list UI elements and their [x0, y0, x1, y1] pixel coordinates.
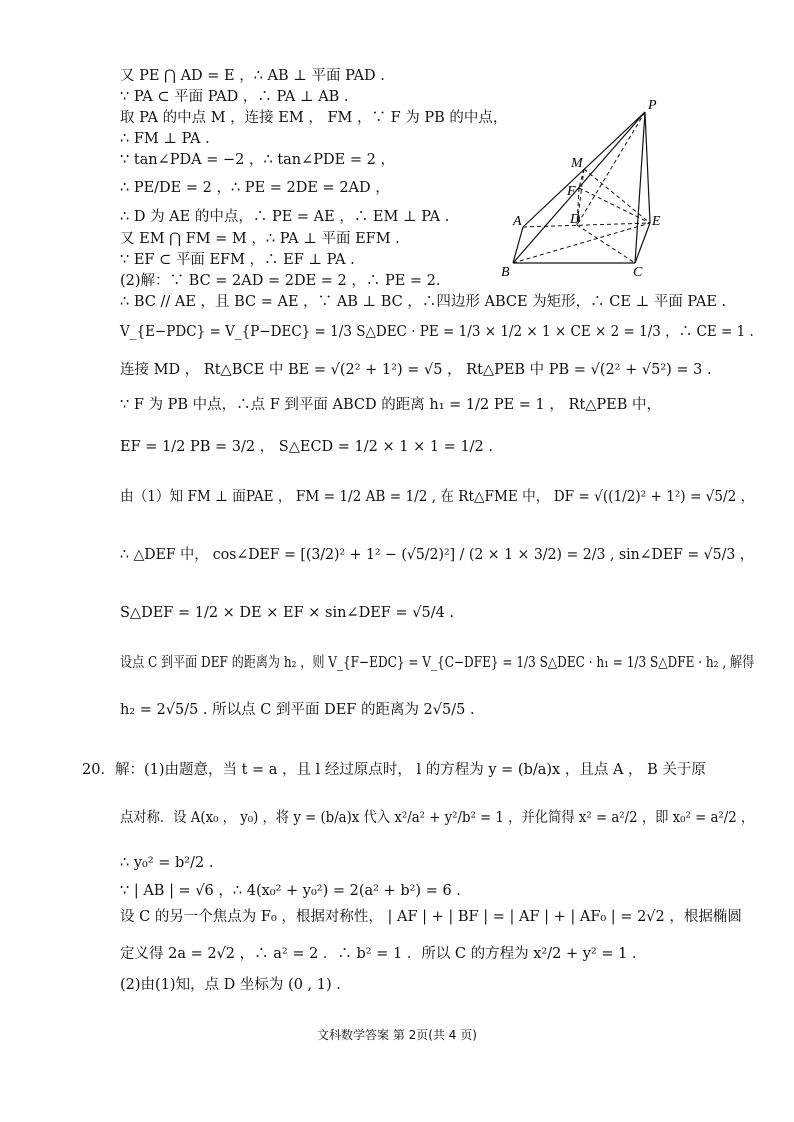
label-B: B	[501, 265, 510, 280]
label-D: D	[570, 212, 581, 227]
text-line: (2)解：∵ BC = 2AD = 2DE = 2 ，∴ PE = 2.	[120, 273, 441, 289]
text-line: S△DEF = 1/2 × DE × EF × sin∠DEF = √5/4 .	[120, 605, 455, 621]
label-E: E	[652, 214, 661, 229]
label-F: F	[567, 184, 576, 199]
text-line: ∵ | AB | = √6 ，∴ 4(x₀² + y₀²) = 2(a² + b²) = 6 .	[120, 883, 461, 899]
text-line: V_{E−PDC} = V_{P−DEC} = 1/3 S△DEC · PE = 1/3 × 1/2 × 1 × CE × 2 = 1/3 ，∴ CE = 1 .	[120, 324, 754, 340]
text-line: 取 PA 的中点 M ，连接 EM ， FM ，∵ F 为 PB 的中点，	[120, 110, 508, 126]
edge-BE	[513, 223, 650, 263]
edge-AE	[523, 223, 650, 227]
text-line: 由（1）知 FM ⊥ 面PAE ， FM = 1/2 AB = 1/2 , 在 Rt△FME 中， DF = √((1/2)² + 1²) = √5/2 ，	[120, 489, 755, 505]
edge-PB	[513, 112, 645, 263]
text-line: ∴ D 为 AE 的中点，∴ PE = AE ，∴ EM ⊥ PA .	[120, 209, 450, 225]
pyramid-figure	[495, 95, 675, 280]
text-line: 设 C 的另一个焦点为 F₀ ，根据对称性， | AF | + | BF | = | AF | + | AF₀ | = 2√2 ，根据椭圆	[120, 909, 742, 925]
text-line: 点对称．设 A(x₀ ， y₀) ，将 y = (b/a)x 代入 x²/a² + y²/b² = 1 ，并化简得 x² = a²/2 ，即 x₀² = a²/2 ，	[120, 810, 755, 826]
label-A: A	[513, 214, 522, 229]
edge-PE	[645, 112, 650, 223]
page-footer: 文科数学答案 第 2页(共 4 页)	[317, 1028, 477, 1042]
text-line: ∵ EF ⊂ 平面 EFM ，∴ EF ⊥ PA .	[120, 252, 355, 268]
edge-PD	[577, 112, 645, 225]
text-line: ∵ F 为 PB 中点，∴点 F 到平面 ABCD 的距离 h₁ = 1/2 PE = 1 ， Rt△PEB 中，	[120, 397, 661, 413]
edge-DC	[577, 225, 635, 263]
text-line: 连接 MD ， Rt△BCE 中 BE = √(2² + 1²) = √5 ， Rt△PEB 中 PB = √(2² + √5²) = 3 .	[120, 362, 712, 378]
text-line: ∵ PA ⊂ 平面 PAD ，∴ PA ⊥ AB .	[120, 89, 349, 105]
text-line: 又 EM ⋂ FM = M ，∴ PA ⊥ 平面 EFM .	[120, 231, 400, 247]
text-line: h₂ = 2√5/5 . 所以点 C 到平面 DEF 的距离为 2√5/5 .	[120, 702, 475, 718]
text-line: EF = 1/2 PB = 3/2 ， S△ECD = 1/2 × 1 × 1 = 1/2 .	[120, 439, 493, 455]
text-line: (2)由(1)知，点 D 坐标为 (0 , 1) .	[120, 977, 341, 993]
label-M: M	[571, 156, 583, 171]
text-line: ∴ y₀² = b²/2 .	[120, 855, 214, 871]
label-C: C	[633, 265, 643, 280]
text-line: ∵ tan∠PDA = −2 ，∴ tan∠PDE = 2 ，	[120, 152, 395, 168]
text-line: ∴ BC // AE ，且 BC = AE ，∵ AB ⊥ BC ，∴四边形 ABCE 为矩形，∴ CE ⊥ 平面 PAE .	[120, 294, 727, 310]
text-line: 又 PE ⋂ AD = E ，∴ AB ⊥ 平面 PAD .	[120, 68, 385, 84]
text-line: 设点 C 到平面 DEF 的距离为 h₂ ，则 V_{F−EDC} = V_{C−DFE} = 1/3 S△DEC · h₁ = 1/3 S△DFE · h₂ , 解得	[120, 655, 755, 671]
text-line: 定义得 2a = 2√2 ，∴ a² = 2 ．∴ b² = 1 ．所以 C 的方程为 x²/2 + y² = 1 .	[120, 946, 637, 962]
text-line: ∴ PE/DE = 2 ，∴ PE = 2DE = 2AD ，	[120, 180, 390, 196]
text-line: ∴ △DEF 中， cos∠DEF = [(3/2)² + 1² − (√5/2)²] / (2 × 1 × 3/2) = 2/3 , sin∠DEF = √5/3 ，	[120, 547, 754, 563]
text-line: ∴ FM ⊥ PA .	[120, 131, 210, 147]
label-P: P	[648, 98, 657, 113]
text-line: 20．解：(1)由题意，当 t = a ，且 l 经过原点时， l 的方程为 y = (b/a)x ，且点 A ， B 关于原	[82, 762, 706, 778]
